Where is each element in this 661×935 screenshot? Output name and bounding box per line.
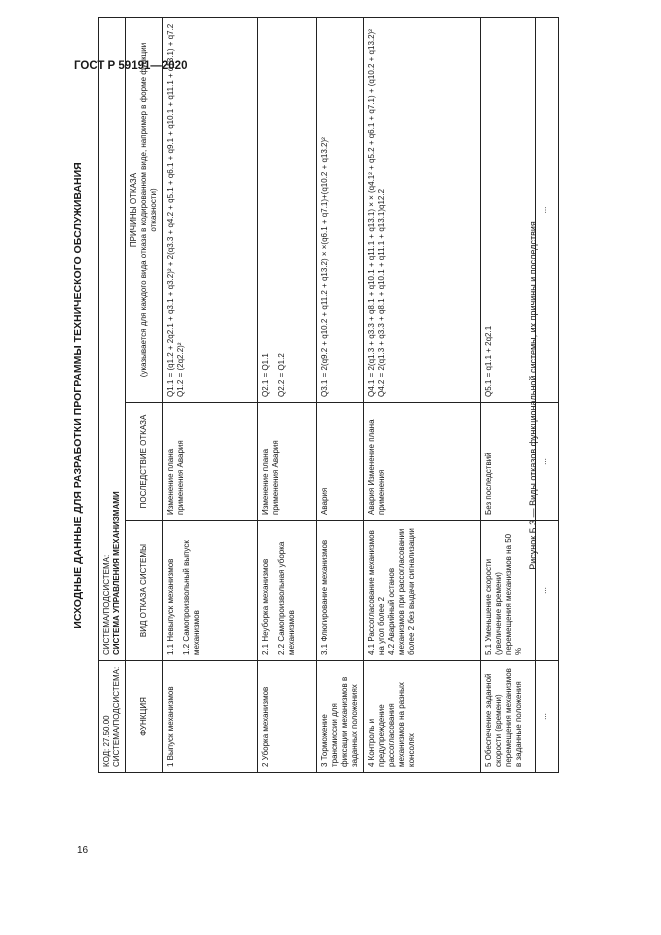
failure-cell bbox=[258, 521, 317, 661]
failure-item: 2.1 Неуборка механизмов bbox=[261, 558, 270, 655]
col-function: ФУНКЦИЯ bbox=[126, 661, 163, 773]
column-headers bbox=[126, 17, 163, 772]
col-failure: ВИД ОТКАЗА СИСТЕМЫ bbox=[126, 521, 163, 661]
function-cell: 1 Выпуск механизмов bbox=[163, 661, 258, 773]
table-row bbox=[317, 17, 364, 772]
cause-formula: Q2.2 = Q1.2 bbox=[277, 353, 286, 397]
table-row bbox=[258, 17, 317, 772]
cause-cell: Q5.1 = q1.1 + 2q2.1 bbox=[481, 17, 536, 402]
consequence-cell: Без последствий bbox=[481, 403, 536, 521]
code-cell bbox=[99, 661, 126, 773]
table-row bbox=[364, 17, 481, 772]
code-label: КОД: 27.50.00 bbox=[102, 715, 111, 767]
cause-cell: Q3.1 = 2(q9.2 + q10.2 + q11.2 + q13.2) × ×(q6.1 + q7.1)+(q10.2 + q13.2)² bbox=[317, 17, 364, 402]
cause-cell bbox=[258, 17, 317, 402]
failure-item: 1.1 Невыпуск механизмов bbox=[166, 558, 175, 655]
table-row bbox=[163, 17, 258, 772]
consequence-cell: Изменение плана применения Авария bbox=[258, 403, 317, 521]
cause-cell bbox=[163, 17, 258, 402]
cause-formula: Q4.2 = 2(q1.3 + q3.3 + q8.1 + q10.1 + q11.1 + q13.1)q12.2 bbox=[377, 188, 386, 397]
col-causes: ПРИЧИНЫ ОТКАЗА bbox=[129, 172, 138, 248]
col-consequence: ПОСЛЕДСТВИЕ ОТКАЗА bbox=[126, 403, 163, 521]
cause-cell bbox=[364, 17, 481, 402]
rotated-content bbox=[72, 18, 647, 773]
cause-formula: Q1.1 = (q1.2 + 2q2.1 + q3.1 + q3.2)² + 2(q3.3 + q4.2 + q5.1 + q6.1 + q9.1 + q10.1 + q11.1 + q13.1) + q7.2 bbox=[166, 23, 175, 397]
function-cell: 2 Уборка механизмов bbox=[258, 661, 317, 773]
ellipsis-cell: ... bbox=[536, 661, 559, 773]
function-cell: 3 Торможение трансмиссии для фиксации механизмов в заданных положениях bbox=[317, 661, 364, 773]
col-causes-header bbox=[126, 17, 163, 402]
failure-item: 1.2 Самопроизвольный выпуск механизмов bbox=[182, 540, 201, 655]
figure-caption: Рисунок Б.3 — Виды отказов функциональной системы, их причины и последствия bbox=[528, 221, 538, 570]
failure-cell bbox=[163, 521, 258, 661]
standard-number: ГОСТ Р 59191—2020 bbox=[74, 60, 188, 72]
system-name: СИСТЕМА УПРАВЛЕНИЯ МЕХАНИЗМАМИ bbox=[112, 491, 121, 655]
failure-item: 4.2 Аварийный останов механизмов при рассогласовании более 2 без выдачи сигнализации bbox=[387, 528, 416, 655]
table-meta-row bbox=[99, 17, 126, 772]
table-row-ellipsis bbox=[536, 17, 559, 772]
table-heading: ИСХОДНЫЕ ДАННЫЕ ДЛЯ РАЗРАБОТКИ ПРОГРАММЫ ТЕХНИЧЕСКОГО ОБСЛУЖИВАНИЯ bbox=[72, 162, 84, 629]
page-number: 16 bbox=[77, 845, 89, 856]
failure-item: 4.1 Рассогласование механизмов на угол более 2 bbox=[367, 530, 386, 655]
cause-formula: Q4.1 = 2(q1.3 + q3.3 + q8.1 + q10.1 + q11.1 + q13.1) × × (q4.1² + q5.2 + q6.1 + q7.1) + (q10.2 + q13.2)² bbox=[367, 29, 376, 397]
failure-cell bbox=[364, 521, 481, 661]
system-label-2: СИСТЕМА/ПОДСИСТЕМА: bbox=[102, 554, 111, 655]
consequence-cell: Изменение плана применения Авария bbox=[163, 403, 258, 521]
failure-cell: 5.1 Уменьшение скорости (увеличение времени) перемещения механизмов на 50 % bbox=[481, 521, 536, 661]
ellipsis-cell: ... bbox=[536, 521, 559, 661]
failure-cell: 3.1 Флюгирование механизмов bbox=[317, 521, 364, 661]
failure-table bbox=[98, 17, 559, 773]
consequence-cell: Авария bbox=[317, 403, 364, 521]
consequence-cell: Авария Изменение плана применения bbox=[364, 403, 481, 521]
system-cell bbox=[99, 17, 126, 660]
system-label: СИСТЕМА/ПОДСИСТЕМА: bbox=[112, 666, 121, 767]
function-cell: 4 Контроль и предупреждение рассогласования механизмов на разных консолях bbox=[364, 661, 481, 773]
ellipsis-cell: ... bbox=[536, 403, 559, 521]
failure-item: 2.2 Самопроизвольная уборка механизмов bbox=[277, 541, 296, 655]
ellipsis-cell: ... bbox=[536, 17, 559, 402]
cause-formula: Q2.1 = Q1.1 bbox=[261, 353, 270, 397]
col-causes-note: (указывается для каждого вида отказа в кодированном виде, например в форме функции отказности) bbox=[139, 42, 158, 378]
cause-formula: Q1.2 = (2q2.2)² bbox=[176, 342, 185, 397]
function-cell: 5 Обеспечение заданной скорости (времени) перемещения механизмов в заданные положения bbox=[481, 661, 536, 773]
